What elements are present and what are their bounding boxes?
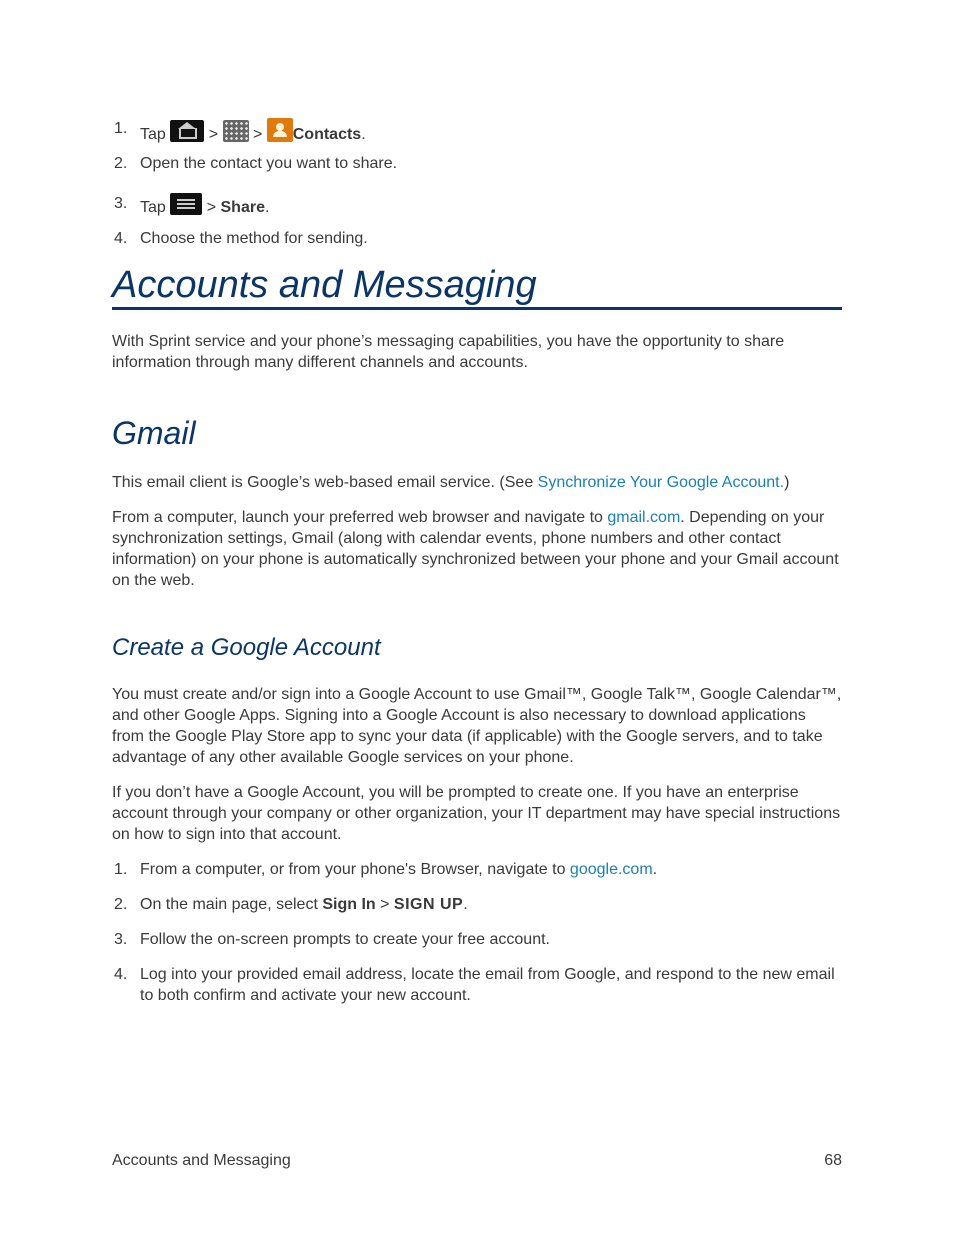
footer-page-number: 68	[824, 1152, 842, 1169]
list-item: 3. Follow the on-screen prompts to create your free account.	[114, 931, 550, 948]
list-item: 3. Tap > Share.	[114, 195, 270, 216]
section-intro: With Sprint service and your phone’s messaging capabilities, you have the opportunity to share information through many different channels and accounts.	[112, 333, 785, 371]
list-item: 4. Choose the method for sending.	[114, 230, 368, 247]
contacts-share-steps	[112, 118, 842, 249]
contacts-app-icon	[267, 118, 293, 142]
list-item: 1. From a computer, or from your phone's Browser, navigate to google.com.	[114, 861, 658, 878]
create-paragraph-1: You must create and/or sign into a Google Account to use Gmail™, Google Talk™, Google Calendar™, and other Google Apps. Signing into a Google Account is also necessary to download applications from the Google Play Store app to sync your data (if applicable) with the Google servers, and to take advantage of any other available Google services on your phone.	[112, 686, 842, 766]
list-item: 2. Open the contact you want to share.	[114, 155, 398, 172]
sign-up-label: SIGN UP	[393, 896, 464, 913]
google-link[interactable]: google.com	[569, 861, 653, 878]
section-title: Accounts and Messaging	[112, 264, 537, 306]
create-account-steps	[112, 859, 842, 1006]
home-key-icon	[170, 120, 204, 142]
create-paragraph-2: If you don’t have a Google Account, you will be prompted to create one. If you have an enterprise account through your company or other organization, your IT department may have special instructions on how to sign into that account.	[112, 784, 841, 843]
gmail-paragraph-2: From a computer, launch your preferred web browser and navigate to gmail.com. Depending on your synchronization settings, Gmail (along with calendar events, phone numbers and other contact information) on your phone is automatically synchronized between your phone and your Gmail account on the web.	[112, 509, 839, 589]
gmail-link[interactable]: gmail.com	[607, 509, 681, 526]
gmail-paragraph-1: This email client is Google’s web-based email service. (See Synchronize Your Google Account.)	[112, 474, 790, 491]
sign-in-label: Sign In	[322, 896, 376, 913]
footer-section-name: Accounts and Messaging	[112, 1152, 291, 1169]
menu-key-icon	[170, 193, 202, 215]
synchronize-account-link[interactable]: Synchronize Your Google Account.	[537, 474, 785, 491]
create-account-heading: Create a Google Account	[112, 634, 381, 661]
list-item: 4. Log into your provided email address, locate the email from Google, and respond to the new email to both confirm and activate your new account.	[114, 966, 835, 1004]
gmail-heading: Gmail	[112, 415, 196, 451]
applications-icon	[223, 120, 249, 142]
list-item: 1. Tap > > Contacts.	[114, 120, 366, 143]
contacts-label: Contacts	[292, 126, 362, 143]
title-divider	[112, 307, 842, 310]
share-label: Share	[220, 199, 265, 216]
list-item: 2. On the main page, select Sign In > SIGN UP.	[114, 896, 468, 913]
